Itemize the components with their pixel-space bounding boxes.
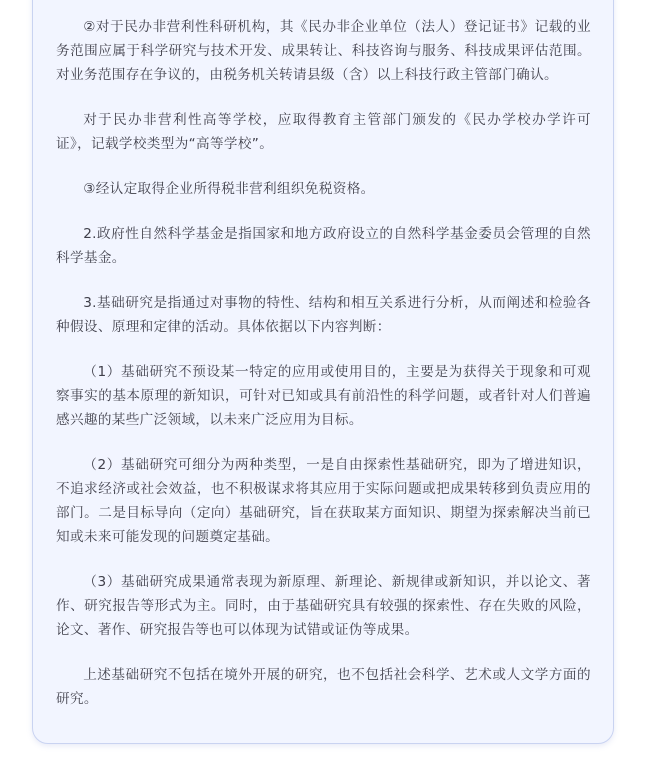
paragraph-basic-research-definition: 3.基础研究是指通过对事物的特性、结构和相互关系进行分析，从而阐述和检验各种假设、原理和定律的活动。具体依据以下内容判断： (56, 295, 591, 335)
paragraph-criterion-3: （3）基础研究成果通常表现为新原理、新理论、新规律或新知识，并以论文、著作、研究报告等形式为主。同时，由于基础研究具有较强的探索性、存在失败的风险，论文、著作、研究报告等也可以体现为试错或证伪等成果。 (56, 574, 591, 638)
paragraph-criterion-2: （2）基础研究可细分为两种类型，一是自由探索性基础研究，即为了增进知识，不追求经济或社会效益，也不积极谋求将其应用于实际问题或把成果转移到负责应用的部门。二是目标导向（定向）基础研究，旨在获取某方面知识、期望为探索解决当前已知或未来可能发现的问题奠定基础。 (56, 457, 591, 545)
paragraph-tax-exempt-qualification: ③经认定取得企业所得税非营利组织免税资格。 (83, 181, 375, 197)
content-card (32, 0, 614, 744)
paragraph-natural-science-fund: 2.政府性自然科学基金是指国家和地方政府设立的自然科学基金委员会管理的自然科学基金。 (56, 226, 591, 266)
paragraph-nonprofit-research-institutions: ②对于民办非营利性科研机构，其《民办非企业单位（法人）登记证书》记载的业务范围应属于科学研究与技术开发、成果转让、科技咨询与服务、科技成果评估范围。对业务范围存在争议的，由税务机关转请县级（含）以上科技行政主管部门确认。 (56, 19, 591, 83)
paragraph-nonprofit-universities: 对于民办非营利性高等学校，应取得教育主管部门颁发的《民办学校办学许可证》，记载学校类型为“高等学校”。 (56, 112, 591, 152)
paragraph-exclusions: 上述基础研究不包括在境外开展的研究，也不包括社会科学、艺术或人文学方面的研究。 (56, 667, 591, 707)
paragraph-criterion-1: （1）基础研究不预设某一特定的应用或使用目的，主要是为获得关于现象和可观察事实的基本原理的新知识，可针对已知或具有前沿性的科学问题，或者针对人们普遍感兴趣的某些广泛领域，以未来广泛应用为目标。 (56, 364, 591, 428)
